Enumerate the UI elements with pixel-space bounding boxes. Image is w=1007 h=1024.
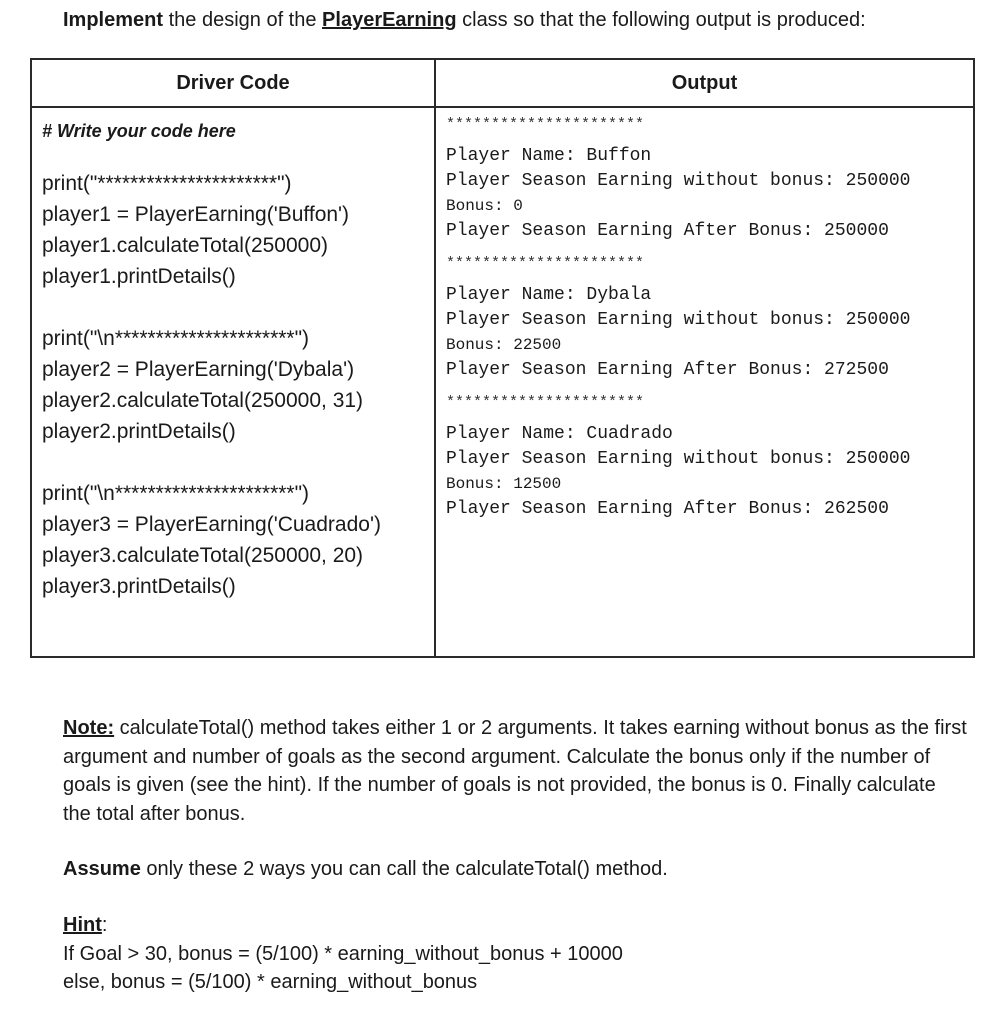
hint-block [63, 911, 623, 997]
task-intro [63, 6, 866, 34]
output-earning-after-bonus: Player Season Earning After Bonus: 272500 [446, 360, 889, 380]
code-line: print("\n**********************") [42, 482, 310, 505]
assume-text: only these 2 ways you can call the calculateTotal() method. [140, 858, 668, 880]
output-stars: ********************** [446, 394, 645, 411]
output-stars: ********************** [446, 255, 645, 272]
hint-colon: : [101, 914, 108, 936]
header-driver-code: Driver Code [31, 59, 435, 107]
hint-heading [63, 911, 623, 940]
code-line: print("\n**********************") [42, 327, 310, 350]
code-blank-line [42, 447, 434, 478]
output-group-2 [446, 254, 973, 383]
code-line: player3 = PlayerEarning('Cuadrado') [42, 513, 381, 536]
output-earning-without-bonus: Player Season Earning without bonus: 250000 [446, 171, 911, 191]
code-line: player3.calculateTotal(250000, 20) [42, 544, 364, 567]
spec-table-body-row [31, 107, 974, 657]
output-bonus: Bonus: 0 [446, 197, 523, 215]
intro-class-name: PlayerEarning [322, 9, 457, 31]
note-text: calculateTotal() method takes either 1 or 2 arguments. It takes earning without bonus as the first argument and number of goals as the second argument. Calculate the bonus only if the number of goals is given (see the hint). If the number of goals is not provided, the bonus is 0. Finally calculate the total after bonus. [63, 717, 967, 825]
note-paragraph [63, 714, 968, 828]
assume-label: Assume [63, 858, 141, 880]
intro-suffix: class so that the following output is produced: [456, 9, 866, 31]
output-bonus: Bonus: 12500 [446, 475, 562, 493]
hint-label: Hint [63, 914, 102, 936]
hint-line-2: else, bonus = (5/100) * earning_without_bonus [63, 971, 478, 993]
code-line: player1.printDetails() [42, 265, 236, 288]
code-line: player2.calculateTotal(250000, 31) [42, 389, 364, 412]
hint-line-1: If Goal > 30, bonus = (5/100) * earning_without_bonus + 10000 [63, 942, 623, 965]
driver-code-cell [31, 107, 435, 657]
output-earning-without-bonus: Player Season Earning without bonus: 250000 [446, 449, 911, 469]
code-line: player3.printDetails() [42, 575, 236, 598]
code-line: print("**********************") [42, 172, 292, 195]
code-blank-line [42, 292, 434, 323]
code-line: player2 = PlayerEarning('Dybala') [42, 358, 355, 381]
code-line: player1.calculateTotal(250000) [42, 234, 329, 257]
driver-code-block [42, 168, 434, 602]
note-label: Note: [63, 717, 115, 739]
intro-middle: the design of the [163, 9, 323, 31]
output-earning-without-bonus: Player Season Earning without bonus: 250000 [446, 310, 911, 330]
output-group-3 [446, 393, 973, 522]
output-group-1 [446, 115, 973, 244]
output-bonus: Bonus: 22500 [446, 336, 562, 354]
spec-table [30, 58, 975, 658]
spec-table-header-row [31, 59, 974, 107]
output-player-name: Player Name: Dybala [446, 285, 652, 305]
code-line: player1 = PlayerEarning('Buffon') [42, 203, 350, 226]
code-comment: # Write your code here [42, 121, 236, 141]
code-line: player2.printDetails() [42, 420, 236, 443]
output-stars: ********************** [446, 116, 645, 133]
output-earning-after-bonus: Player Season Earning After Bonus: 262500 [446, 499, 889, 519]
intro-implement: Implement [63, 9, 164, 31]
output-player-name: Player Name: Cuadrado [446, 424, 673, 444]
output-cell [435, 107, 974, 657]
header-output: Output [435, 59, 974, 107]
output-earning-after-bonus: Player Season Earning After Bonus: 250000 [446, 221, 889, 241]
output-player-name: Player Name: Buffon [446, 146, 652, 166]
assume-paragraph [63, 855, 668, 883]
